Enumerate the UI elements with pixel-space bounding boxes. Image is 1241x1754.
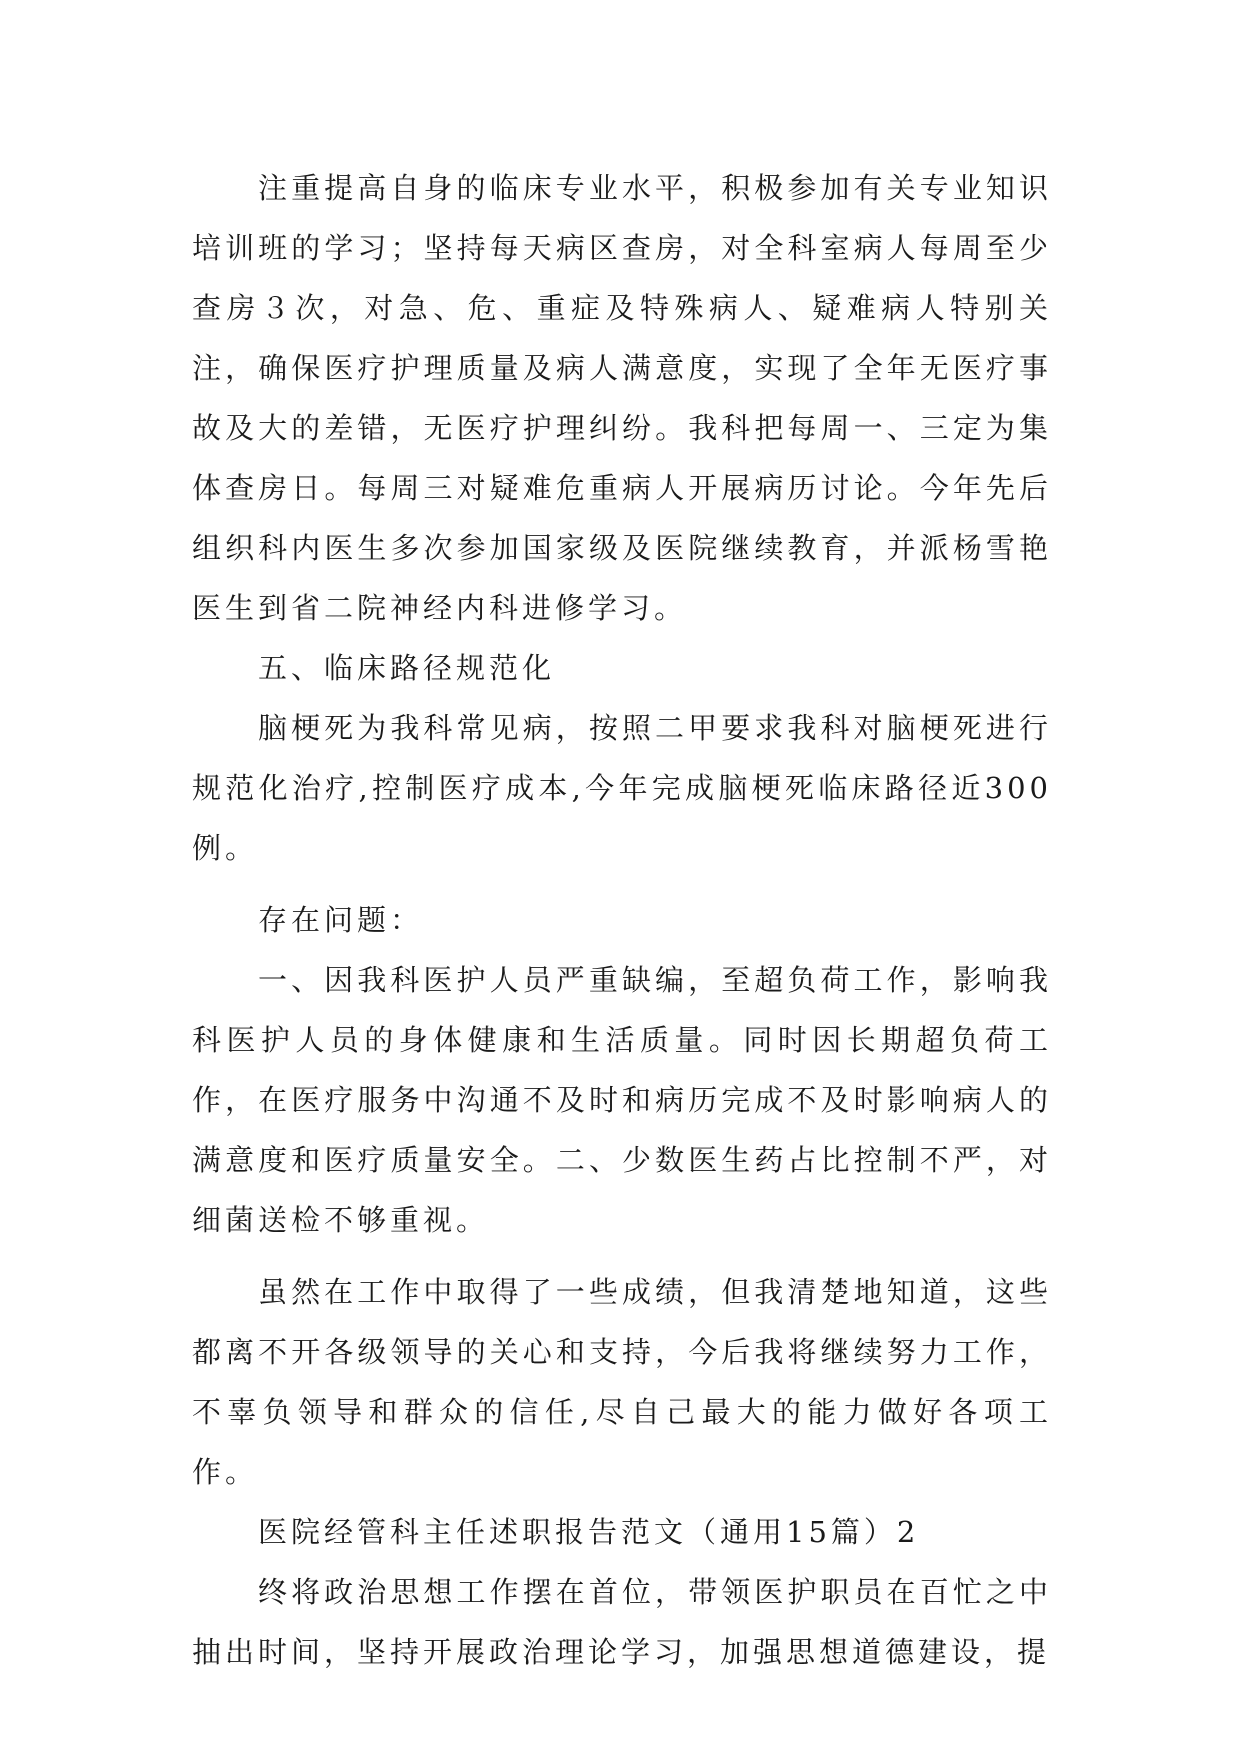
heading-existing-problems: 存在问题： [258, 903, 424, 937]
paragraph-clinical-training: 注重提高自身的临床专业水平，积极参加有关专业知识培训班的学习；坚持每天病区查房，对全科室病人每周至少查房３次，对急、危、重症及特殊病人、疑难病人特别关注，确保医疗护理质量及病人满意度，实现了全年无医疗事故及大的差错，无医疗护理纠纷。我科把每周一、三定为集体查房日。每周三对疑难危重病人开展病历讨论。今年先后组织科内医生多次参加国家级及医院继续教育，并派杨雪艳医生到省二院神经内科进修学习。 [192, 171, 1052, 625]
heading-clinical-pathway: 五、临床路径规范化 [258, 651, 556, 685]
section-title-report-2: 医院经管科主任述职报告范文（通用15篇）2 [258, 1515, 920, 1549]
paragraph-cerebral-infarction: 脑梗死为我科常见病，按照二甲要求我科对脑梗死进行规范化治疗,控制医疗成本,今年完成脑梗死临床路径近300例。 [192, 711, 1052, 865]
paragraph-conclusion: 虽然在工作中取得了一些成绩，但我清楚地知道，这些都离不开各级领导的关心和支持，今后我将继续努力工作，不辜负领导和群众的信任,尽自己最大的能力做好各项工作。 [192, 1275, 1052, 1489]
paragraph-political-work: 终将政治思想工作摆在首位，带领医护职员在百忙之中抽出时间，坚持开展政治理论学习，加强思想道德建设，提 [192, 1575, 1052, 1669]
paragraph-problems-detail: 一、因我科医护人员严重缺编，至超负荷工作，影响我科医护人员的身体健康和生活质量。同时因长期超负荷工作，在医疗服务中沟通不及时和病历完成不及时影响病人的满意度和医疗质量安全。二、少数医生药占比控制不严，对细菌送检不够重视。 [192, 963, 1052, 1237]
document-body [192, 158, 1052, 1682]
